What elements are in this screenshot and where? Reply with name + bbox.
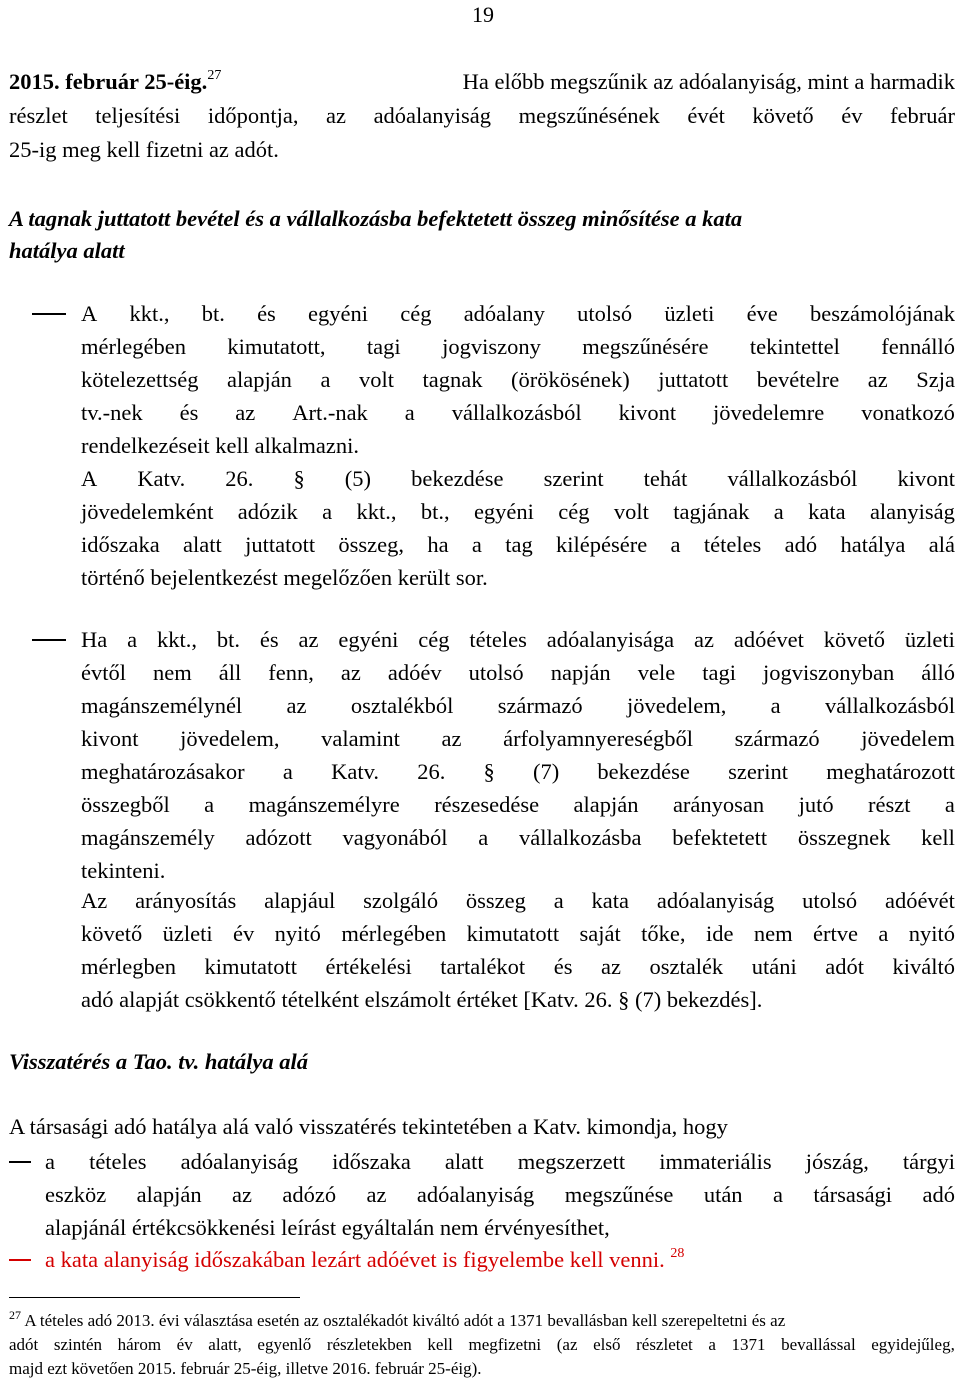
bullet-2-line <box>81 756 955 788</box>
footnote-ref-27: 27 <box>207 68 222 83</box>
word: a <box>670 532 681 557</box>
word: bekezdése <box>597 759 690 784</box>
word: bt. <box>216 627 241 652</box>
word: év <box>841 103 863 128</box>
word: Ha <box>81 627 108 652</box>
word: összeg, <box>338 532 405 557</box>
word: tag <box>505 532 533 557</box>
word: értékelési <box>325 954 412 979</box>
deadline-date: 2015. február 25-éig. <box>9 69 208 94</box>
intro-line-3: 25-ig meg kell fizetni az adót. <box>9 137 279 162</box>
bullet-1-line <box>81 298 955 330</box>
word: juttatott <box>245 532 316 557</box>
word: Katv. <box>137 466 186 491</box>
word: (az <box>556 1335 578 1354</box>
footnote-number: 27 <box>9 1308 21 1322</box>
footnote-line-1 <box>9 1309 955 1334</box>
word: jutó <box>798 792 834 817</box>
word: ha <box>427 532 449 557</box>
word: nem <box>153 660 192 685</box>
footnote-text-1: A tételes adó 2013. évi választása esetén az osztalékadót kiváltó adót a 1371 bevallásban kell szerepeltetni és az <box>24 1311 786 1330</box>
word: követő <box>752 103 814 128</box>
word: Katv. <box>331 759 379 784</box>
word: Szja <box>916 367 955 392</box>
bullet-2-line <box>81 885 955 917</box>
word: részletet <box>636 1335 693 1354</box>
word: vállalkozásba <box>518 825 642 850</box>
word: jövedelemként <box>81 499 214 524</box>
word: a <box>127 627 138 652</box>
word: tételes <box>703 532 762 557</box>
bullet-1-line <box>81 463 955 495</box>
word: vállalkozásból <box>825 693 955 718</box>
word: az <box>441 726 462 751</box>
word: és <box>553 954 573 979</box>
intro-line-1 <box>9 66 955 102</box>
word: magánszemélynél <box>81 693 243 718</box>
word: a <box>770 693 781 718</box>
bullet-2-line <box>81 690 955 722</box>
word: származó <box>497 693 583 718</box>
word: adóalanyisága <box>546 627 675 652</box>
word: bevallással <box>781 1335 856 1354</box>
word: valamint <box>321 726 400 751</box>
word: vonatkozó <box>861 400 955 425</box>
word: üzleti <box>904 627 955 652</box>
word: alanyiság <box>869 499 955 524</box>
word: 1371 <box>731 1335 766 1354</box>
word: adóalanyiság <box>416 1182 535 1207</box>
word: adó <box>922 1182 955 1207</box>
word: részt <box>868 792 911 817</box>
word: vállalkozásból <box>451 400 582 425</box>
word: 26. <box>417 759 446 784</box>
word: (5) <box>344 466 372 491</box>
word: bt., <box>420 499 450 524</box>
word: tagi <box>702 660 736 685</box>
word: szintén <box>53 1335 103 1354</box>
word: egyéni <box>308 301 369 326</box>
word: adóalanyiság <box>656 888 775 913</box>
bullet-3-line <box>45 1179 955 1211</box>
word: alatt <box>444 1149 484 1174</box>
word: megszűnésére <box>582 334 709 359</box>
word: alapján <box>136 1182 202 1207</box>
bullet-2-line <box>81 822 955 854</box>
bullet-3-line: alapjánál értékcsökkenési leírást egyáltalán nem érvényesíthet, <box>45 1215 610 1240</box>
word: kivont <box>618 400 677 425</box>
word: a <box>322 499 333 524</box>
word: adózott <box>245 825 312 850</box>
word: arányosan <box>672 792 765 817</box>
word: időszaka <box>332 1149 411 1174</box>
word: hatálya <box>840 532 906 557</box>
word: fenn, <box>268 660 314 685</box>
word: volt <box>613 499 649 524</box>
bullet-dash-4 <box>9 1259 31 1261</box>
section-2-intro: A társasági adó hatálya alá való visszatérés tekintetében a Katv. kimondja, hogy <box>9 1114 728 1139</box>
word: adóalanyiság <box>373 103 492 128</box>
word: és <box>257 301 276 326</box>
bullet-2-line <box>81 657 955 689</box>
word: (7) <box>532 759 560 784</box>
word: kell <box>921 825 955 850</box>
word: magánszemélyre <box>248 792 400 817</box>
word: szolgáló <box>363 888 439 913</box>
word: tagi <box>366 334 401 359</box>
word: a <box>708 1335 716 1354</box>
bullet-1-line <box>81 331 955 363</box>
word: jövedelem <box>861 726 955 751</box>
word: részlet <box>9 103 68 128</box>
word: megszűnésének <box>518 103 660 128</box>
word: szerint <box>543 466 604 491</box>
word: adó <box>784 532 818 557</box>
word: kilépésére <box>556 532 648 557</box>
word: egyéni <box>338 627 399 652</box>
bullet-1-line <box>81 397 955 429</box>
bullet-1-line: történő bejelentkezést megelőzően került sor. <box>81 565 488 590</box>
word: részletekben <box>326 1335 412 1354</box>
word: meghatározott <box>826 759 955 784</box>
word: alatt, <box>208 1335 242 1354</box>
word: tv.-nek <box>81 400 143 425</box>
word: adóalanyiság <box>180 1149 299 1174</box>
footnote-line-3: majd ezt követően 2015. február 25-éig, illetve 2016. február 25-éig). <box>9 1359 482 1378</box>
footnote-ref-28: 28 <box>670 1246 685 1261</box>
word: egyéni <box>473 499 534 524</box>
word: a <box>772 1182 783 1207</box>
word: jogviszonyban <box>762 660 895 685</box>
word: magánszemély <box>81 825 215 850</box>
word: kivont <box>897 466 955 491</box>
word: tárgyi <box>902 1149 955 1174</box>
bullet-2-line: tekinteni. <box>81 858 166 883</box>
word: beszámolójának <box>810 301 955 326</box>
word: megfizetni <box>468 1335 542 1354</box>
word: cég <box>418 627 450 652</box>
section-heading-2: Visszatérés a Tao. tv. hatálya alá <box>9 1049 308 1074</box>
bullet-4-text: a kata alanyiság időszakában lezárt adóévet is figyelembe kell venni. <box>45 1247 665 1272</box>
word: (örökösének) <box>511 367 630 392</box>
word: adóév <box>387 660 442 685</box>
word: mérlegben <box>81 954 176 979</box>
word: adózó <box>282 1182 337 1207</box>
word: a <box>878 921 889 946</box>
word: kata <box>808 499 846 524</box>
bullet-dash-3 <box>9 1161 31 1163</box>
word: időpontja, <box>207 103 299 128</box>
word: értve <box>812 921 858 946</box>
word: évtől <box>81 660 126 685</box>
word: tehát <box>643 466 688 491</box>
word: összegnek <box>797 825 891 850</box>
word: adóalany <box>463 301 545 326</box>
word: nem <box>753 921 793 946</box>
bullet-4-line <box>45 1244 684 1280</box>
word: három <box>117 1335 162 1354</box>
word: utolsó <box>468 660 524 685</box>
word: jogviszony <box>442 334 541 359</box>
word: nyitó <box>274 921 321 946</box>
word: év <box>233 921 255 946</box>
intro-text-1: Ha előbb megszűnik az adóalanyiság, mint a harmadik <box>462 69 955 94</box>
word: jószág, <box>805 1149 869 1174</box>
word: az <box>340 660 361 685</box>
word: és <box>179 400 199 425</box>
word: § <box>483 759 495 784</box>
word: kata <box>591 888 630 913</box>
word: Art.-nak <box>292 400 368 425</box>
word: az <box>286 693 307 718</box>
word: az <box>235 400 256 425</box>
word: kkt., <box>129 301 170 326</box>
word: tartalékot <box>440 954 526 979</box>
word: a <box>204 792 215 817</box>
word: teljesítési <box>95 103 181 128</box>
word: áll <box>218 660 242 685</box>
word: február <box>890 103 955 128</box>
word: alapján <box>573 792 639 817</box>
word: évét <box>687 103 725 128</box>
word: az <box>694 627 715 652</box>
word: jövedelemre <box>713 400 825 425</box>
word: nyitó <box>908 921 955 946</box>
word: egyidejűleg, <box>871 1335 955 1354</box>
bullet-2-line <box>81 918 955 950</box>
word: a <box>45 1149 55 1174</box>
word: a <box>471 532 482 557</box>
word: a <box>282 759 293 784</box>
word: juttatott <box>658 367 729 392</box>
word: részesedése <box>434 792 540 817</box>
word: arányosítás <box>135 888 237 913</box>
bullet-1-line <box>81 529 955 561</box>
bullet-dash-1 <box>32 313 66 315</box>
word: fennálló <box>881 334 955 359</box>
word: cég <box>400 301 432 326</box>
word: A <box>81 301 98 326</box>
word: időszaka <box>81 532 160 557</box>
section-heading-1-line-1: A tagnak juttatott bevétel és a vállalkozásba befektetett összeg minősítése a kata <box>9 206 743 231</box>
word: első <box>593 1335 621 1354</box>
word: kimutatott, <box>227 334 326 359</box>
page-number: 19 <box>472 2 494 27</box>
word: adózik <box>237 499 298 524</box>
word: Az <box>81 888 108 913</box>
bullet-2-line <box>81 723 955 755</box>
word: kimutatott <box>466 921 560 946</box>
bullet-2-line <box>81 951 955 983</box>
word: osztalékból <box>350 693 454 718</box>
word: saját <box>579 921 621 946</box>
word: kkt., <box>356 499 397 524</box>
word: a <box>320 367 331 392</box>
word: kimutatott <box>204 954 297 979</box>
word: tagjának <box>673 499 750 524</box>
word: alá <box>928 532 955 557</box>
word: cég <box>558 499 590 524</box>
word: vállalkozásból <box>727 466 858 491</box>
word: az <box>600 954 621 979</box>
word: vele <box>637 660 676 685</box>
word: megszűnése <box>564 1182 674 1207</box>
word: mérlegében <box>81 334 186 359</box>
word: befektetett <box>672 825 768 850</box>
intro-line-2 <box>9 100 955 132</box>
word: követő <box>81 921 143 946</box>
word: adót <box>825 954 864 979</box>
word: utolsó <box>577 301 633 326</box>
word: tőke, <box>641 921 686 946</box>
word: adót <box>9 1335 39 1354</box>
word: tekintettel <box>749 334 840 359</box>
word: A <box>81 466 98 491</box>
word: kivont <box>81 726 139 751</box>
word: év <box>176 1335 193 1354</box>
word: az <box>867 367 888 392</box>
word: alatt <box>183 532 222 557</box>
word: társasági <box>813 1182 893 1207</box>
word: adóévet <box>733 627 804 652</box>
word: jövedelem, <box>626 693 727 718</box>
footnote-separator <box>9 1297 300 1298</box>
section-heading-1-line-2: hatálya alatt <box>9 238 125 263</box>
word: tagnak <box>422 367 483 392</box>
word: tételes <box>469 627 527 652</box>
word: bekezdése <box>411 466 504 491</box>
word: adóévét <box>884 888 955 913</box>
word: mérlegében <box>341 921 447 946</box>
word: vagyonából <box>342 825 448 850</box>
word: a <box>478 825 489 850</box>
word: kiváltó <box>892 954 955 979</box>
word: utolsó <box>802 888 858 913</box>
word: az <box>366 1182 387 1207</box>
word: kötelezettség <box>81 367 199 392</box>
word: összegből <box>81 792 170 817</box>
word: üzleti <box>664 301 715 326</box>
word: volt <box>358 367 394 392</box>
bullet-2-line <box>81 789 955 821</box>
word: tételes <box>89 1149 147 1174</box>
word: az <box>231 1182 252 1207</box>
word: bt. <box>201 301 225 326</box>
word: eszköz <box>45 1182 107 1207</box>
word: megszerzett <box>517 1149 626 1174</box>
word: 26. <box>225 466 254 491</box>
bullet-1-line: rendelkezéseit kell alkalmazni. <box>81 433 359 458</box>
word: jövedelem, <box>180 726 280 751</box>
bullet-2-line: adó alapját csökkentő tételként elszámolt értéket [Katv. 26. § (7) bekezdés]. <box>81 987 763 1012</box>
word: a <box>944 792 955 817</box>
word: árfolyamnyereségből <box>503 726 693 751</box>
bullet-dash-2 <box>32 639 66 641</box>
word: bevételre <box>756 367 840 392</box>
bullet-2-line <box>81 624 955 656</box>
bullet-1-line <box>81 496 955 528</box>
word: kkt., <box>157 627 198 652</box>
word: kell <box>427 1335 453 1354</box>
word: éve <box>746 301 778 326</box>
word: § <box>293 466 305 491</box>
word: után <box>703 1182 743 1207</box>
word: immateriális <box>659 1149 772 1174</box>
word: az <box>298 627 319 652</box>
word: szerint <box>728 759 789 784</box>
word: üzleti <box>162 921 213 946</box>
word: és <box>259 627 279 652</box>
word: követő <box>823 627 885 652</box>
word: a <box>773 499 784 524</box>
word: egyenlő <box>257 1335 312 1354</box>
footnote-line-2 <box>9 1333 955 1357</box>
bullet-3-line <box>45 1146 955 1178</box>
word: az <box>326 103 346 128</box>
word: a <box>404 400 415 425</box>
word: utáni <box>751 954 797 979</box>
word: a <box>553 888 564 913</box>
word: származó <box>734 726 820 751</box>
word: ide <box>705 921 734 946</box>
word: alapjául <box>264 888 336 913</box>
word: álló <box>921 660 955 685</box>
word: alapján <box>226 367 292 392</box>
word: meghatározásakor <box>81 759 245 784</box>
word: napján <box>550 660 611 685</box>
word: osztalék <box>649 954 724 979</box>
word: összeg <box>465 888 526 913</box>
bullet-1-line <box>81 364 955 396</box>
